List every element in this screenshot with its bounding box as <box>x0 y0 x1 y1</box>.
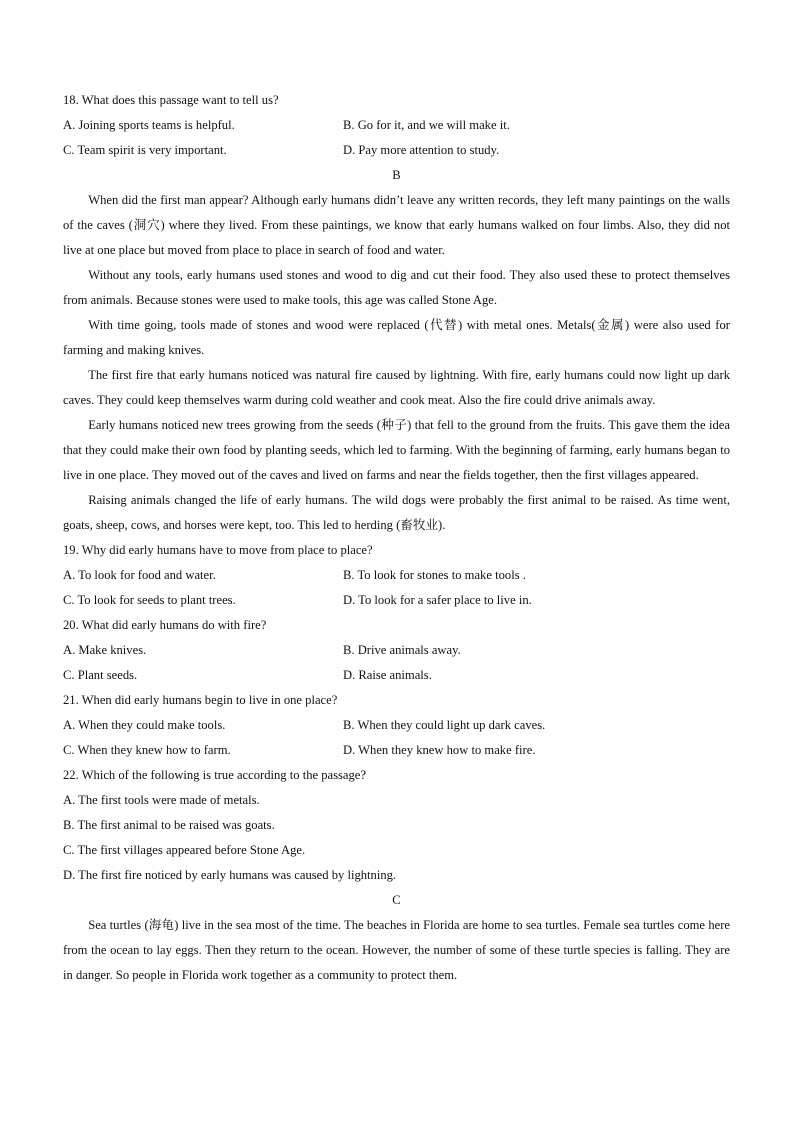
question-18-option-b: B. Go for it, and we will make it. <box>343 118 510 132</box>
question-20-option-c: C. Plant seeds. <box>63 668 138 682</box>
question-19-stem: 19. Why did early humans have to move from place to place? <box>63 543 373 557</box>
question-19-option-a: A. To look for food and water. <box>63 568 216 582</box>
question-21-option-d: D. When they knew how to make fire. <box>343 743 536 757</box>
section-b-paragraph-6: Raising animals changed the life of early humans. The wild dogs were probably the first animal to be raised. As time went, goats, sheep, cows, and horses were kept, too. This led to herding (畜牧业). <box>63 493 730 532</box>
question-22-option-b: B. The first animal to be raised was goats. <box>63 818 275 832</box>
section-c-heading: C <box>392 893 401 907</box>
question-19-option-b: B. To look for stones to make tools . <box>343 568 526 582</box>
question-21-option-c: C. When they knew how to farm. <box>63 743 231 757</box>
question-19-option-c: C. To look for seeds to plant trees. <box>63 593 236 607</box>
question-21-options-row-1 <box>63 713 730 738</box>
question-19-option-d: D. To look for a safer place to live in. <box>343 593 532 607</box>
question-22-stem: 22. Which of the following is true according to the passage? <box>63 768 366 782</box>
section-b-heading: B <box>392 168 401 182</box>
question-22-option-d: D. The first fire noticed by early humans was caused by lightning. <box>63 868 397 882</box>
page-content <box>63 88 730 988</box>
question-19-options-row-2 <box>63 588 730 613</box>
section-b-paragraph-1: When did the first man appear? Although early humans didn’t leave any written records, they left many paintings on the walls of the caves (洞穴) where they lived. From these paintings, we know that early humans walked on four limbs. Also, they did not live at one place but moved from place to place in search of food and water. <box>63 193 730 257</box>
question-18-option-a: A. Joining sports teams is helpful. <box>63 118 235 132</box>
question-21-option-b: B. When they could light up dark caves. <box>343 718 546 732</box>
question-21-options-row-2 <box>63 738 730 763</box>
question-18-option-c: C. Team spirit is very important. <box>63 143 227 157</box>
question-20-stem: 20. What did early humans do with fire? <box>63 618 267 632</box>
question-20-option-b: B. Drive animals away. <box>343 643 461 657</box>
section-b-paragraph-5: Early humans noticed new trees growing from the seeds (种子) that fell to the ground from the fruits. This gave them the idea that they could make their own food by planting seeds, which led to farming. With the beginning of farming, early humans began to live in one place. They moved out of the caves and lived on farms and near the fields together, then the first villages appeared. <box>63 418 730 482</box>
question-21-option-a: A. When they could make tools. <box>63 718 226 732</box>
question-22-option-c: C. The first villages appeared before Stone Age. <box>63 843 306 857</box>
question-20-option-d: D. Raise animals. <box>343 668 432 682</box>
section-b-paragraph-2: Without any tools, early humans used stones and wood to dig and cut their food. They also used these to protect themselves from animals. Because stones were used to make tools, this age was called Stone Age. <box>63 268 730 307</box>
question-22-option-a: A. The first tools were made of metals. <box>63 793 260 807</box>
question-20-options-row-1 <box>63 638 730 663</box>
question-18-options-row-1 <box>63 113 730 138</box>
question-18-stem: 18. What does this passage want to tell us? <box>63 93 279 107</box>
question-18-options-row-2 <box>63 138 730 163</box>
section-b-paragraph-3: With time going, tools made of stones and wood were replaced (代替) with metal ones. Metals(金属) were also used for farming and making knives. <box>63 318 730 357</box>
question-18-option-d: D. Pay more attention to study. <box>343 143 500 157</box>
section-b-paragraph-4: The first fire that early humans noticed was natural fire caused by lightning. With fire, early humans could now light up dark caves. They could keep themselves warm during cold weather and cook meat. Also the fire could drive animals away. <box>63 368 730 407</box>
question-20-option-a: A. Make knives. <box>63 643 147 657</box>
question-19-options-row-1 <box>63 563 730 588</box>
question-21-stem: 21. When did early humans begin to live in one place? <box>63 693 338 707</box>
section-c-paragraph-1: Sea turtles (海龟) live in the sea most of the time. The beaches in Florida are home to sea turtles. Female sea turtles come here from the ocean to lay eggs. Then they return to the ocean. However, the number of some of these turtle species is falling. They are in danger. So people in Florida work together as a community to protect them. <box>63 918 730 982</box>
question-20-options-row-2 <box>63 663 730 688</box>
